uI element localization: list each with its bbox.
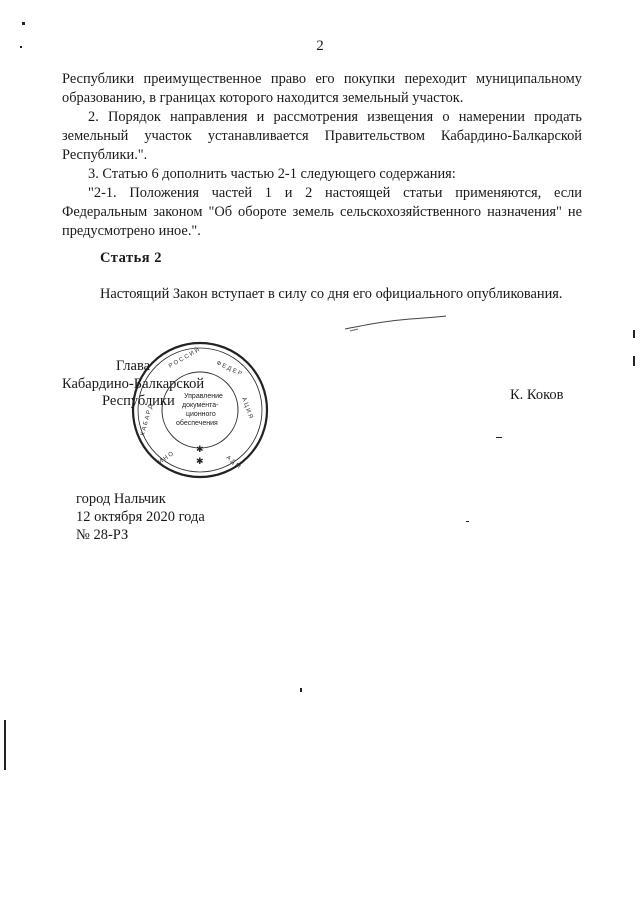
paragraph-item-2: 2. Порядок направления и рассмотрения извещения о намерении продать земельный участок устанавливается Правительством Кабардино-Балкарской Республики.". — [62, 109, 582, 163]
svg-text:✱: ✱ — [196, 456, 204, 466]
svg-text:Р О С С И Й: Р О С С И Й — [168, 347, 201, 370]
seal-text-line-1: Управление — [184, 393, 223, 400]
article-heading: Статья 2 — [100, 250, 162, 266]
svg-text:Ф Е Д Е Р: Ф Е Д Е Р — [215, 360, 243, 378]
scan-mark-dot — [496, 437, 502, 438]
scan-mark-edge — [633, 356, 635, 366]
paragraph-item-3: 3. Статью 6 дополнить частью 2-1 следующего содержания: — [88, 166, 456, 182]
date: 12 октября 2020 года — [76, 509, 205, 525]
signatory-name: К. Коков — [510, 387, 564, 403]
scan-mark-dot — [300, 688, 302, 692]
scan-mark-edge — [4, 720, 6, 770]
paragraph-continuation: Республики преимущественное право его покупки переходит муниципальному образованию, в границах которого находится земельный участок. — [62, 71, 582, 106]
scan-mark-dot — [466, 521, 469, 522]
place-date-block — [76, 490, 205, 544]
article-text: Настоящий Закон вступает в силу со дня его официального опубликования. — [100, 286, 563, 302]
city: город Нальчик — [76, 491, 166, 507]
seal-text-line-2: документа- — [182, 402, 219, 409]
seal-text-line-4: обеспечения — [176, 420, 218, 427]
signatory-title-line-2: Кабардино-Балкарской — [62, 376, 205, 392]
paragraph-quoted-amendment: "2-1. Положения частей 1 и 2 настоящей статьи применяются, если Федеральным законом "Об обороте земель сельскохозяйственного назначения" не предусмотрено иное.". — [62, 185, 582, 239]
page-number: 2 — [316, 38, 324, 54]
svg-text:К А Б А Р Д: К А Б А Р Д — [140, 404, 155, 437]
svg-text:А Ц И Я: А Ц И Я — [240, 396, 254, 420]
scan-mark-dot — [22, 22, 25, 25]
official-seal-icon — [130, 340, 270, 480]
signatory-title-line-3: Республики — [102, 393, 175, 409]
handwritten-signature-icon — [340, 305, 450, 335]
seal-text-line-3: ционного — [186, 411, 216, 418]
scan-mark-dot — [20, 46, 22, 48]
signatory-title-line-1: Глава — [116, 358, 151, 374]
law-body-text — [62, 70, 582, 241]
scan-mark-edge — [633, 330, 635, 338]
svg-text:✱: ✱ — [196, 444, 204, 454]
law-number: № 28-РЗ — [76, 527, 129, 543]
svg-text:И Н О: И Н О — [157, 451, 175, 466]
svg-text:А Д М: А Д М — [224, 454, 242, 471]
